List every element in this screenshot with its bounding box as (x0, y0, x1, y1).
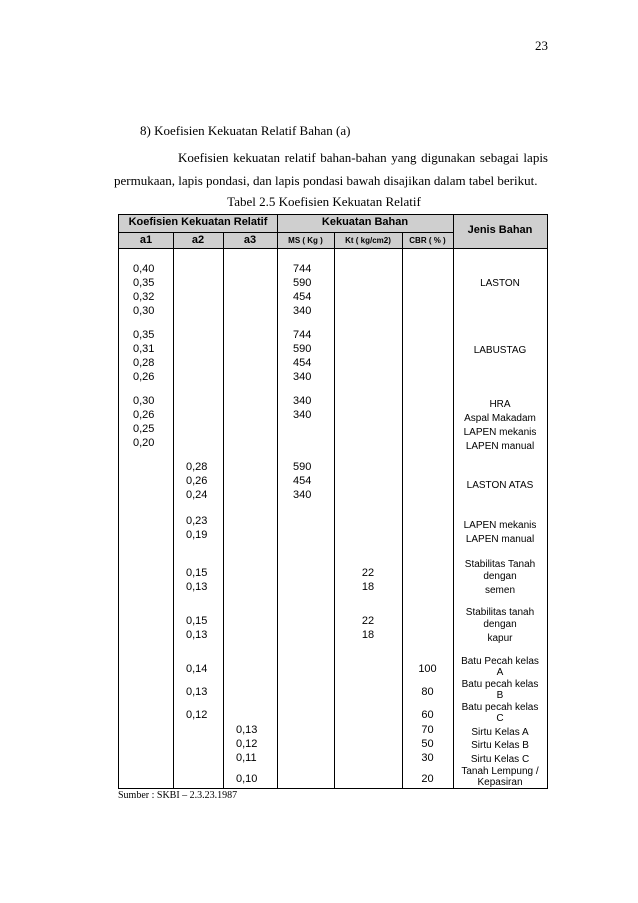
material-label: Tanah Lempung / (461, 766, 539, 777)
coefficient-table (118, 214, 548, 789)
header-kt: Kt ( kg/cm2) (345, 236, 391, 245)
body-paragraph (114, 146, 548, 192)
material-label: C (496, 713, 504, 724)
a2-value: 0,15 (186, 567, 208, 579)
a1-value: 0,28 (133, 357, 155, 369)
page-number: 23 (535, 38, 548, 53)
ms-value: 454 (293, 475, 312, 487)
ms-value: 590 (293, 343, 312, 355)
ms-value: 744 (293, 329, 312, 341)
material-label: Stabilitas tanah (465, 607, 535, 618)
ms-value: 454 (293, 291, 312, 303)
a3-value: 0,12 (236, 738, 258, 750)
material-label: Sirtu Kelas A (471, 727, 529, 738)
a2-value: 0,15 (186, 615, 208, 627)
a1-value: 0,35 (133, 277, 155, 289)
a1-value: 0,20 (133, 437, 155, 449)
kt-value: 18 (361, 629, 375, 641)
a2-value: 0,12 (186, 709, 208, 721)
header-a1: a1 (139, 234, 153, 246)
a1-value: 0,35 (133, 329, 155, 341)
cbr-value: 70 (421, 724, 434, 736)
kt-value: 22 (361, 567, 375, 579)
material-label: kapur (487, 633, 513, 644)
header-coefficient-group: Koefisien Kekuatan Relatif (128, 216, 268, 228)
material-label: LAPEN manual (465, 534, 535, 545)
a2-value: 0,14 (186, 663, 208, 675)
header-cbr: CBR ( % ) (409, 236, 446, 245)
cbr-value: 100 (418, 663, 437, 675)
header-ms: MS ( Kg ) (288, 236, 323, 245)
cbr-value: 20 (421, 773, 434, 785)
a1-value: 0,25 (133, 423, 155, 435)
cbr-value: 30 (421, 752, 434, 764)
a1-value: 0,26 (133, 371, 155, 383)
section-heading: 8) Koefisien Kekuatan Relatif Bahan (a) (140, 123, 351, 138)
material-label: Batu pecah kelas (461, 702, 539, 713)
ms-value: 340 (293, 409, 312, 421)
paragraph-line-2: permukaan, lapis pondasi, dan lapis pondasi bawah disajikan dalam tabel berikut. (114, 173, 538, 188)
material-label: Batu Pecah kelas (461, 656, 539, 667)
col-line-a3 (277, 215, 278, 788)
ms-value: 590 (293, 277, 312, 289)
material-label: LASTON ATAS (466, 480, 534, 491)
material-label: Kepasiran (477, 777, 523, 788)
a1-value: 0,30 (133, 305, 155, 317)
material-label: Sirtu Kelas C (470, 754, 530, 765)
paragraph-line-1: Koefisien kekuatan relatif bahan-bahan yang digunakan sebagai lapis (178, 150, 548, 165)
a3-value: 0,11 (236, 752, 257, 764)
material-label: dengan (483, 571, 517, 582)
material-label: semen (484, 585, 515, 596)
cbr-value: 60 (421, 709, 434, 721)
col-line-ms (334, 232, 335, 788)
kt-value: 22 (361, 615, 375, 627)
material-label: LABUSTAG (473, 345, 527, 356)
table-source: Sumber : SKBI – 2.3.23.1987 (118, 790, 238, 801)
ms-value: 340 (293, 489, 312, 501)
material-label: Stabilitas Tanah (464, 559, 536, 570)
header-a3: a3 (243, 234, 257, 246)
a2-value: 0,26 (186, 475, 208, 487)
ms-value: 340 (293, 371, 312, 383)
a1-value: 0,26 (133, 409, 155, 421)
a2-value: 0,13 (186, 686, 208, 698)
col-line-a2 (223, 232, 224, 788)
a3-value: 0,10 (236, 773, 258, 785)
material-label: dengan (483, 619, 517, 630)
header-a2: a2 (191, 234, 205, 246)
material-label: LAPEN mekanis (463, 520, 537, 531)
material-label: HRA (489, 399, 511, 410)
col-line-a1 (173, 232, 174, 788)
material-label: A (496, 667, 504, 678)
material-label: LAPEN mekanis (463, 427, 537, 438)
cbr-value: 50 (421, 738, 434, 750)
a2-value: 0,13 (186, 629, 208, 641)
a3-value: 0,13 (236, 724, 258, 736)
header-material: Jenis Bahan (467, 224, 533, 236)
material-label: B (496, 690, 504, 701)
a2-value: 0,19 (186, 529, 208, 541)
material-label: Sirtu Kelas B (471, 740, 529, 751)
material-label: LASTON (480, 278, 520, 289)
a1-value: 0,31 (133, 343, 155, 355)
material-label: Batu pecah kelas (461, 679, 539, 690)
header-divider-2 (119, 248, 547, 249)
a2-value: 0,28 (186, 461, 208, 473)
a2-value: 0,13 (186, 581, 208, 593)
header-strength-group: Kekuatan Bahan (321, 216, 409, 228)
material-label: LAPEN manual (465, 441, 535, 452)
col-line-kt (402, 232, 403, 788)
a2-value: 0,24 (186, 489, 208, 501)
ms-value: 590 (293, 461, 312, 473)
a1-value: 0,32 (133, 291, 155, 303)
ms-value: 744 (293, 263, 312, 275)
a1-value: 0,30 (133, 395, 155, 407)
a1-value: 0,40 (133, 263, 155, 275)
cbr-value: 80 (421, 686, 434, 698)
ms-value: 340 (293, 305, 312, 317)
a2-value: 0,23 (186, 515, 208, 527)
kt-value: 18 (361, 581, 375, 593)
ms-value: 340 (293, 395, 312, 407)
material-label: Aspal Makadam (464, 413, 536, 424)
ms-value: 454 (293, 357, 312, 369)
table-caption: Tabel 2.5 Koefisien Kekuatan Relatif (227, 194, 421, 209)
